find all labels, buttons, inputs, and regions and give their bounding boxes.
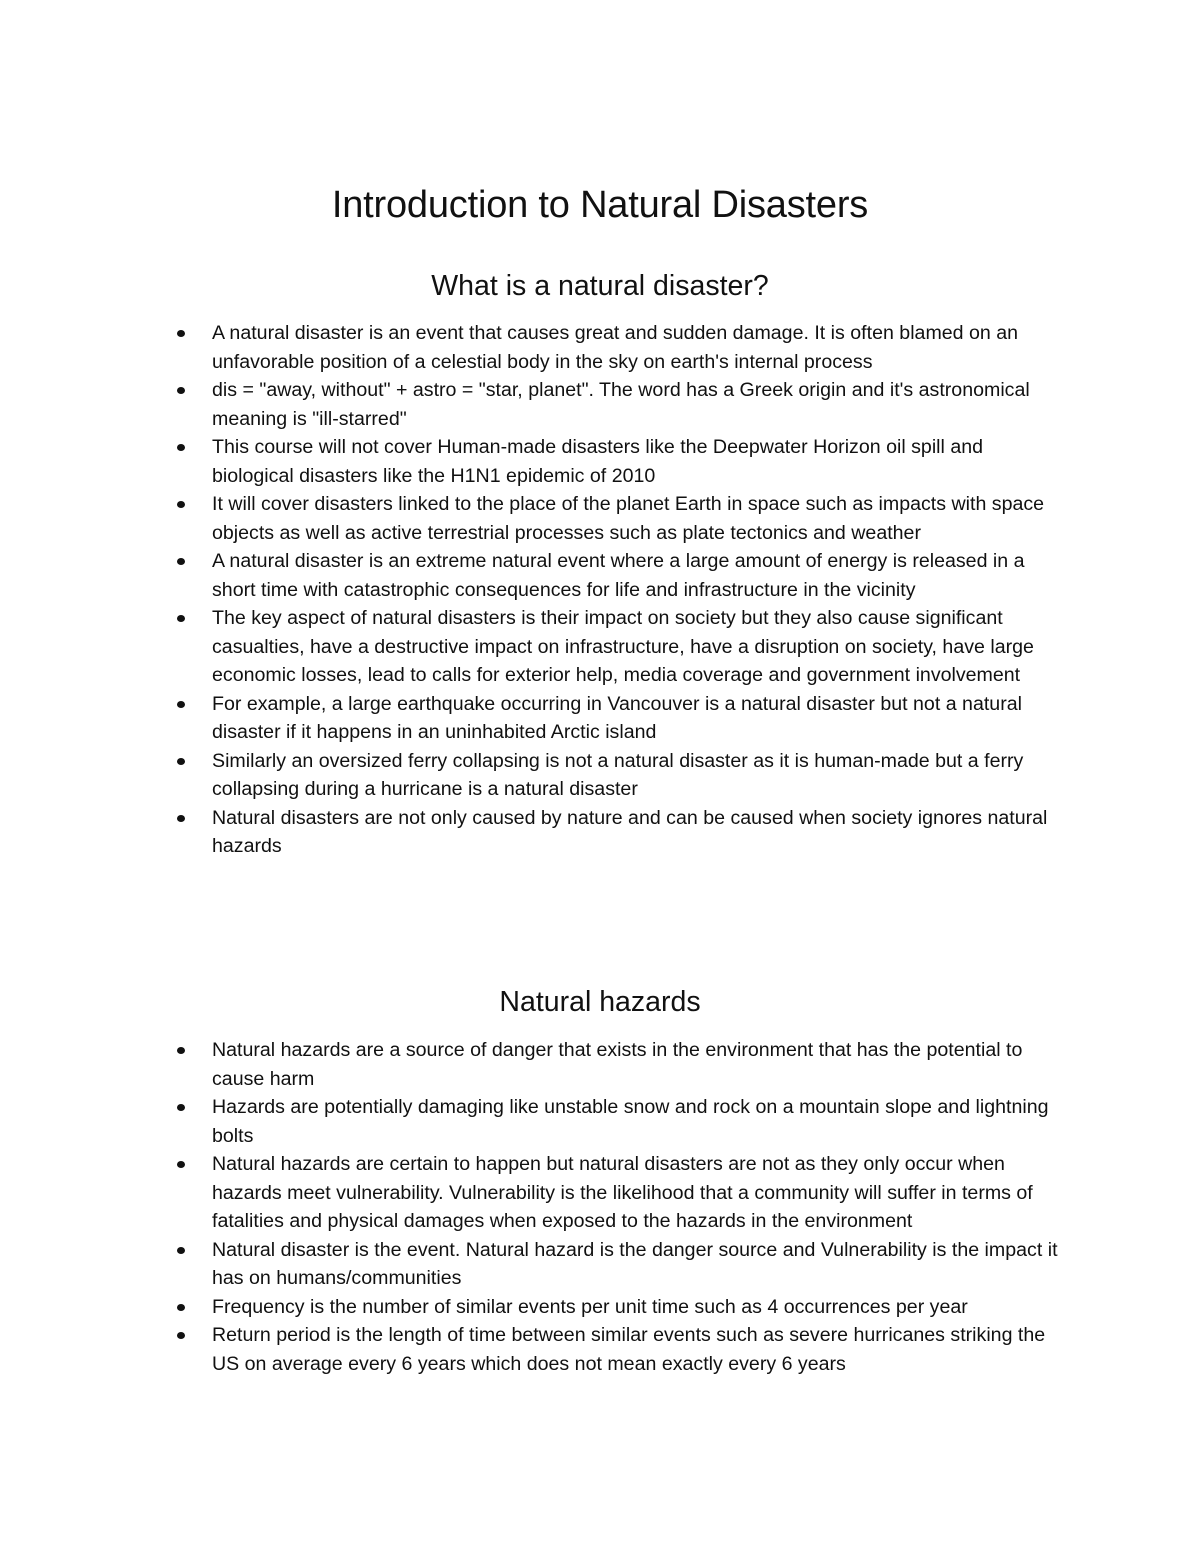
list-item bbox=[0, 804, 1060, 861]
list-item bbox=[0, 490, 1060, 547]
list-item-text: Frequency is the number of similar events per unit time such as 4 occurrences per year bbox=[212, 1295, 968, 1318]
section-heading-natural-hazards: Natural hazards bbox=[499, 986, 701, 1018]
list-item-text: Similarly an oversized ferry collapsing is not a natural disaster as it is human-made but a ferry collapsing during a hurricane is a natural disaster bbox=[212, 749, 1024, 800]
bullet-icon bbox=[177, 758, 185, 765]
list-item-text: Natural hazards are a source of danger that exists in the environment that has the potential to cause harm bbox=[212, 1039, 1023, 1090]
bullet-icon bbox=[177, 815, 185, 822]
list-item bbox=[0, 376, 1060, 433]
list-item-text: The key aspect of natural disasters is their impact on society but they also cause significant casualties, have a destructive impact on infrastructure, have a disruption on society, have large economic losses, lead to calls for exterior help, media coverage and government involvement bbox=[212, 607, 1034, 686]
list-item bbox=[0, 1321, 1060, 1378]
list-item-text: Natural disaster is the event. Natural hazard is the danger source and Vulnerability is the impact it has on humans/communities bbox=[212, 1238, 1058, 1289]
list-item bbox=[0, 1093, 1060, 1150]
bullet-icon bbox=[177, 444, 185, 451]
list-item bbox=[0, 433, 1060, 490]
list-item bbox=[0, 604, 1060, 690]
list-item bbox=[0, 1236, 1060, 1293]
list-item bbox=[0, 547, 1060, 604]
bullet-icon bbox=[177, 701, 185, 708]
bullet-icon bbox=[177, 1247, 185, 1254]
list-item-text: dis = "away, without" + astro = "star, planet". The word has a Greek origin and it's astronomical meaning is "ill-starred" bbox=[212, 379, 1030, 430]
list-item bbox=[0, 1036, 1060, 1093]
bullet-icon bbox=[177, 1304, 185, 1311]
bullet-icon bbox=[177, 1161, 185, 1168]
bullet-icon bbox=[177, 501, 185, 508]
list-item-text: This course will not cover Human-made disasters like the Deepwater Horizon oil spill and biological disasters like the H1N1 epidemic of 2010 bbox=[212, 436, 984, 487]
bullet-icon bbox=[177, 1104, 185, 1111]
list-item-text: It will cover disasters linked to the place of the planet Earth in space such as impacts with space objects as well as active terrestrial processes such as plate tectonics and weather bbox=[212, 493, 1045, 544]
bullet-icon bbox=[177, 387, 185, 394]
list-item-text: Natural disasters are not only caused by nature and can be caused when society ignores natural hazards bbox=[212, 806, 1048, 857]
bullet-icon bbox=[177, 1332, 185, 1339]
section-heading-what-is-natural-disaster: What is a natural disaster? bbox=[431, 270, 769, 302]
list-item-text: A natural disaster is an extreme natural event where a large amount of energy is released in a short time with catastrophic consequences for life and infrastructure in the vicinity bbox=[212, 550, 1025, 601]
list-item bbox=[0, 319, 1060, 376]
list-item-text: A natural disaster is an event that causes great and sudden damage. It is often blamed on an unfavorable position of a celestial body in the sky on earth's internal process bbox=[212, 322, 1019, 373]
bullet-list-natural-hazards bbox=[0, 1036, 1200, 1378]
document-title: Introduction to Natural Disasters bbox=[331, 184, 869, 226]
list-item bbox=[0, 747, 1060, 804]
list-item-text: Hazards are potentially damaging like unstable snow and rock on a mountain slope and lightning bolts bbox=[212, 1096, 1049, 1147]
bullet-icon bbox=[177, 615, 185, 622]
bullet-list-natural-disaster bbox=[0, 319, 1200, 861]
list-item bbox=[0, 690, 1060, 747]
list-item bbox=[0, 1293, 1060, 1322]
list-item bbox=[0, 1150, 1060, 1236]
list-item-text: Natural hazards are certain to happen but natural disasters are not as they only occur when hazards meet vulnerability. Vulnerability is the likelihood that a community will suffer in terms of fatalities and physical damages when exposed to the hazards in the environment bbox=[212, 1153, 1033, 1232]
list-item-text: For example, a large earthquake occurring in Vancouver is a natural disaster but not a natural disaster if it happens in an uninhabited Arctic island bbox=[212, 692, 1022, 743]
bullet-icon bbox=[177, 330, 185, 337]
list-item-text: Return period is the length of time between similar events such as severe hurricanes striking the US on average every 6 years which does not mean exactly every 6 years bbox=[212, 1324, 1046, 1375]
bullet-icon bbox=[177, 558, 185, 565]
bullet-icon bbox=[177, 1047, 185, 1054]
